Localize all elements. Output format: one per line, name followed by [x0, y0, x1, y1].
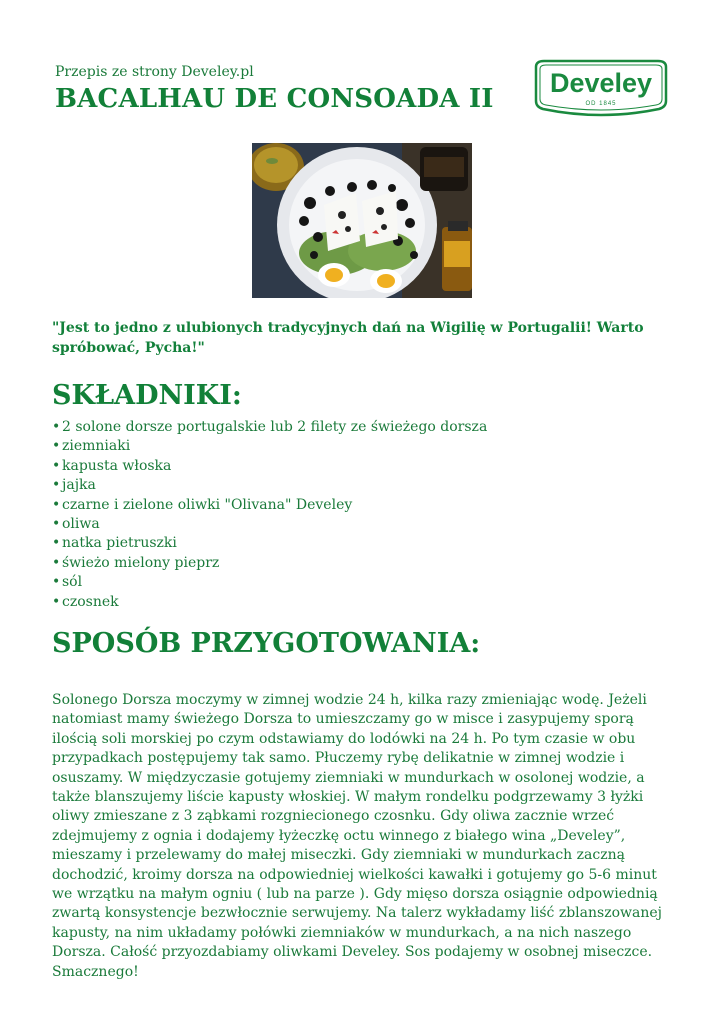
list-item: • 2 solone dorsze portugalskie lub 2 filety ze świeżego dorsza [52, 418, 487, 437]
preparation-heading: SPOSÓB PRZYGOTOWANIA: [52, 628, 481, 659]
list-item: • kapusta włoska [52, 457, 487, 476]
list-item: • sól [52, 573, 487, 592]
list-item: • jajka [52, 476, 487, 495]
list-item: • czarne i zielone oliwki "Olivana" Develey [52, 496, 487, 515]
ingredients-heading: SKŁADNIKI: [52, 380, 242, 411]
logo-since-text: OD 1845 [585, 101, 617, 107]
list-item: • czosnek [52, 593, 487, 612]
ingredients-list [52, 418, 487, 612]
recipe-quote: "Jest to jedno z ulubionych tradycyjnych dań na Wigilię w Portugalii! Warto spróbować, Pycha!" [52, 320, 644, 356]
develey-logo [532, 57, 670, 121]
source-label: Przepis ze strony Develey.pl [55, 64, 254, 80]
list-item: • oliwa [52, 515, 487, 534]
list-item: • ziemniaki [52, 437, 487, 456]
recipe-title: BACALHAU DE CONSOADA II [55, 84, 494, 114]
list-item: • świeżo mielony pieprz [52, 554, 487, 573]
logo-brand-text: Develey [549, 68, 653, 98]
preparation-text: Solonego Dorsza moczymy w zimnej wodzie 24 h, kilka razy zmieniając wodę. Jeżeli natomiast mamy świeżego Dorsza to umieszczamy go w misce i zasypujemy sporą ilością soli morskiej po czym odstawiamy do lodówki na 24 h. Po tym czasie w obu przypadkach postępujemy tak samo. Płuczemy rybę delikatnie w zimnej wodzie i osuszamy. W międzyczasie gotujemy ziemniaki w mundurkach w osolonej wodzie, a także blanszujemy liście kapusty włoskiej. W małym rondelku podgrzewamy 3 łyżki oliwy zmieszane z 3 ząbkami rozgniecionego czosnku. Gdy oliwa zacznie wrzeć zdejmujemy z ognia i dodajemy łyżeczkę octu winnego z białego wina „Develey”, mieszamy i przelewamy do małej miseczki. Gdy ziemniaki w mundurkach zaczną dochodzić, kroimy dorsza na odpowiedniej wielkości kawałki i gotujemy go 5-6 minut we wrzątku na małym ogniu ( lub na parze ). Gdy mięso dorsza osiągnie odpowiednią zwartą konsystencje bezwłocznie serwujemy. Na talerz wykładamy liść zblanszowanej kapusty, na nim układamy połówki ziemniaków w mundurkach, a na nich naszego Dorsza. Całość przyozdabiamy oliwkami Develey. Sos podajemy w osobnej miseczce. Smacznego! [52, 692, 662, 980]
dish-photo [252, 143, 472, 298]
list-item: • natka pietruszki [52, 534, 487, 553]
